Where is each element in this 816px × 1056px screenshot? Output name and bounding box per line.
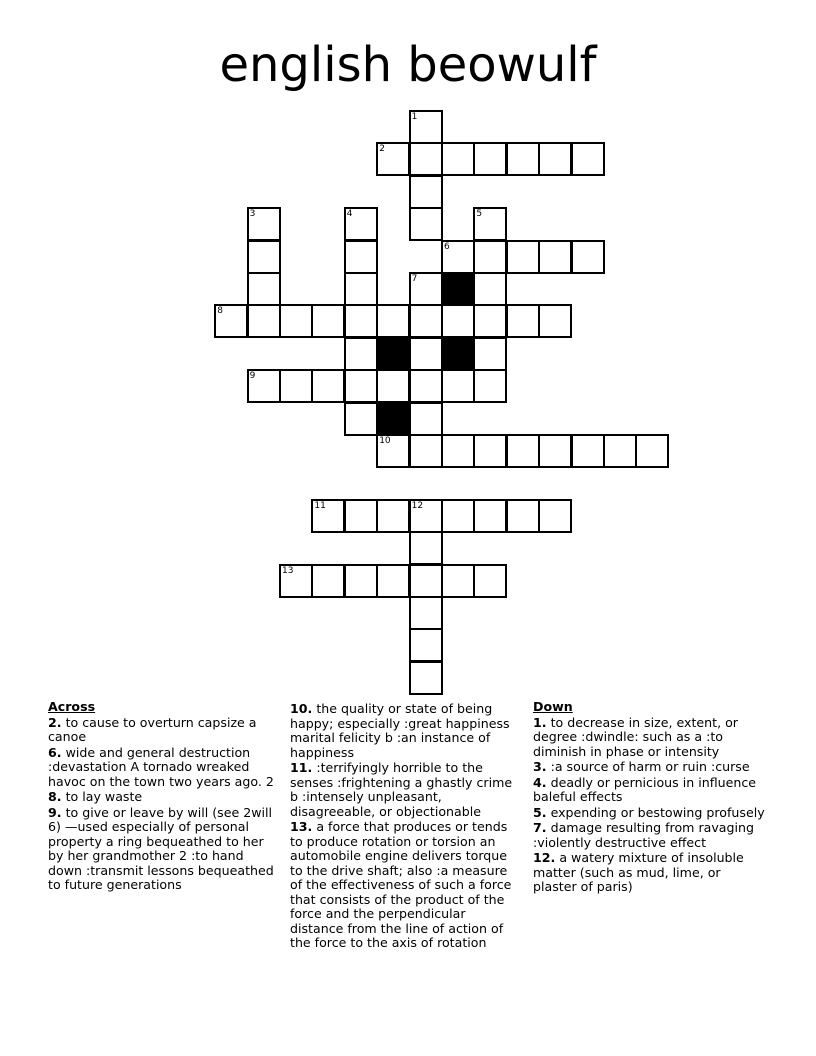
cell-number: 11 bbox=[314, 500, 326, 511]
grid-cell[interactable] bbox=[376, 564, 410, 598]
grid-cell[interactable] bbox=[344, 240, 378, 274]
grid-cell[interactable] bbox=[247, 240, 281, 274]
clue-text: to decrease in size, extent, or degree :dwindle: such as a :to diminish in phase or intensity bbox=[533, 714, 738, 759]
clue-text: the quality or state of being happy; especially :great happiness marital felicity b :an instance of happiness bbox=[290, 701, 510, 760]
grid-cell[interactable] bbox=[473, 369, 507, 403]
grid-cell[interactable] bbox=[409, 531, 443, 565]
grid-cell[interactable] bbox=[441, 304, 475, 338]
grid-cell[interactable] bbox=[279, 369, 313, 403]
grid-cell[interactable] bbox=[311, 499, 345, 533]
grid-cell[interactable] bbox=[506, 240, 540, 274]
grid-cell[interactable] bbox=[279, 564, 313, 598]
clue-text: a watery mixture of insoluble matter (such as mud, lime, or plaster of paris) bbox=[533, 850, 744, 894]
clue-text: wide and general destruction :devastation A tornado wreaked havoc on the town two years ago. 2 bbox=[48, 744, 274, 789]
grid-cell[interactable] bbox=[538, 304, 572, 338]
black-square bbox=[376, 337, 410, 371]
grid-cell[interactable] bbox=[409, 272, 443, 306]
grid-cell[interactable] bbox=[409, 369, 443, 403]
grid-cell[interactable] bbox=[441, 240, 475, 274]
grid-cell[interactable] bbox=[247, 207, 281, 241]
grid-cell[interactable] bbox=[409, 304, 443, 338]
clue-text: expending or bestowing profusely bbox=[550, 804, 765, 820]
cell-number: 6 bbox=[444, 241, 450, 252]
cell-number: 12 bbox=[411, 500, 424, 511]
clues-column-1 bbox=[48, 700, 280, 894]
across-clue bbox=[48, 790, 280, 805]
grid-cell[interactable] bbox=[376, 434, 410, 468]
grid-cell[interactable] bbox=[311, 564, 345, 598]
cell-number: 1 bbox=[411, 112, 418, 122]
down-clue bbox=[533, 760, 765, 775]
clue-text: to cause to overturn capsize a canoe bbox=[48, 714, 257, 744]
grid-cell[interactable] bbox=[441, 434, 475, 468]
cell-number: 7 bbox=[411, 274, 418, 284]
down-clue bbox=[533, 821, 765, 850]
clues-column-2 bbox=[290, 702, 522, 952]
grid-cell[interactable] bbox=[376, 369, 410, 403]
cell-number: 13 bbox=[282, 565, 294, 576]
grid-cell[interactable] bbox=[409, 110, 443, 144]
grid-cell[interactable] bbox=[409, 661, 443, 695]
grid-cell[interactable] bbox=[441, 564, 475, 598]
across-heading: Across bbox=[48, 699, 96, 714]
clue-text: :terrifyingly horrible to the senses :frightening a ghastly crime b :intensely unpleasant, disagreeable, or objectionable bbox=[290, 760, 513, 819]
grid-cell[interactable] bbox=[409, 337, 443, 371]
across-clue bbox=[290, 820, 522, 951]
across-clue bbox=[290, 702, 522, 760]
clue-number: 6. bbox=[48, 744, 62, 760]
clue-number: 5. bbox=[533, 804, 547, 820]
grid-cell[interactable] bbox=[247, 272, 281, 306]
grid-cell[interactable] bbox=[344, 564, 378, 598]
clue-text: :a source of harm or ruin :curse bbox=[550, 759, 750, 774]
grid-cell[interactable] bbox=[409, 142, 443, 176]
clue-text: to lay waste bbox=[65, 789, 143, 804]
grid-cell[interactable] bbox=[376, 142, 410, 176]
across-clue bbox=[290, 761, 522, 819]
clue-number: 4. bbox=[533, 774, 547, 790]
grid-cell[interactable] bbox=[344, 499, 378, 533]
grid-cell[interactable] bbox=[247, 369, 281, 403]
clues-column-3 bbox=[533, 700, 765, 896]
cell-number: 8 bbox=[217, 306, 223, 317]
grid-cell[interactable] bbox=[409, 564, 443, 598]
grid-cell[interactable] bbox=[311, 369, 345, 403]
grid-cell[interactable] bbox=[571, 240, 605, 274]
grid-cell[interactable] bbox=[311, 304, 345, 338]
grid-cell[interactable] bbox=[409, 434, 443, 468]
cell-number: 9 bbox=[249, 371, 256, 382]
grid-cell[interactable] bbox=[409, 175, 443, 209]
grid-cell[interactable] bbox=[344, 304, 378, 338]
grid-cell[interactable] bbox=[344, 207, 378, 241]
clue-number: 9. bbox=[48, 804, 62, 820]
grid-cell[interactable] bbox=[603, 434, 637, 468]
grid-cell[interactable] bbox=[409, 596, 443, 630]
grid-cell[interactable] bbox=[279, 304, 313, 338]
grid-cell[interactable] bbox=[376, 304, 410, 338]
grid-cell[interactable] bbox=[409, 628, 443, 662]
grid-cell[interactable] bbox=[214, 304, 248, 338]
grid-cell[interactable] bbox=[247, 304, 281, 338]
puzzle-title: english beowulf bbox=[219, 37, 597, 93]
down-clue bbox=[533, 776, 765, 805]
grid-cell[interactable] bbox=[473, 207, 507, 241]
clue-text: deadly or pernicious in influence baleful effects bbox=[533, 774, 757, 804]
clue-text: to give or leave by will (see 2will 6) —used especially of personal property a ring bequeathed to her by her grandmother 2 :to hand down :transmit lessons bequeathed to future generations bbox=[48, 804, 274, 892]
clue-number: 12. bbox=[533, 850, 556, 865]
grid-cell[interactable] bbox=[473, 337, 507, 371]
cell-number: 2 bbox=[379, 144, 385, 155]
grid-cell[interactable] bbox=[473, 434, 507, 468]
clue-number: 2. bbox=[48, 714, 62, 730]
grid-cell[interactable] bbox=[409, 499, 443, 533]
grid-cell[interactable] bbox=[409, 402, 443, 436]
grid-cell[interactable] bbox=[506, 499, 540, 533]
grid-cell[interactable] bbox=[473, 142, 507, 176]
grid-cell[interactable] bbox=[506, 304, 540, 338]
cell-number: 10 bbox=[379, 436, 391, 446]
clue-number: 7. bbox=[533, 820, 547, 835]
grid-cell[interactable] bbox=[538, 499, 572, 533]
grid-cell[interactable] bbox=[473, 240, 507, 274]
black-square bbox=[441, 337, 475, 371]
grid-cell[interactable] bbox=[506, 434, 540, 468]
grid-cell[interactable] bbox=[344, 337, 378, 371]
grid-cell[interactable] bbox=[409, 207, 443, 241]
down-clue bbox=[533, 851, 765, 895]
grid-cell[interactable] bbox=[441, 499, 475, 533]
grid-cell[interactable] bbox=[635, 434, 669, 468]
grid-cell[interactable] bbox=[571, 142, 605, 176]
black-square bbox=[441, 272, 475, 306]
cell-number: 5 bbox=[476, 209, 483, 220]
grid-cell[interactable] bbox=[473, 272, 507, 306]
across-clue bbox=[48, 746, 280, 790]
clue-number: 11. bbox=[290, 760, 313, 775]
clue-text: a force that produces or tends to produce rotation or torsion an automobile engine delivers torque to the drive shaft; also :a measure of the effectiveness of such a force that consists of the product of the force and the perpendicular distance from the line of action of the force to the axis of rotation bbox=[290, 819, 512, 950]
grid-cell[interactable] bbox=[538, 240, 572, 274]
grid-cell[interactable] bbox=[344, 272, 378, 306]
cell-number: 3 bbox=[249, 209, 256, 220]
grid-cell[interactable] bbox=[344, 369, 378, 403]
grid-cell[interactable] bbox=[506, 142, 540, 176]
clue-number: 13. bbox=[290, 819, 313, 834]
grid-cell[interactable] bbox=[571, 434, 605, 468]
clue-number: 1. bbox=[533, 714, 547, 730]
down-clue bbox=[533, 806, 765, 821]
across-clue bbox=[48, 806, 280, 893]
grid-cell[interactable] bbox=[441, 142, 475, 176]
grid-cell[interactable] bbox=[376, 499, 410, 533]
grid-cell[interactable] bbox=[538, 142, 572, 176]
grid-cell[interactable] bbox=[344, 402, 378, 436]
grid-cell[interactable] bbox=[473, 564, 507, 598]
clue-number: 3. bbox=[533, 759, 547, 774]
clue-number: 10. bbox=[290, 701, 313, 716]
black-square bbox=[376, 402, 410, 436]
clue-number: 8. bbox=[48, 789, 62, 804]
grid-cell[interactable] bbox=[441, 369, 475, 403]
grid-cell[interactable] bbox=[473, 499, 507, 533]
cell-number: 4 bbox=[346, 209, 353, 220]
down-clue bbox=[533, 716, 765, 760]
clue-text: damage resulting from ravaging :violently destructive effect bbox=[533, 820, 754, 850]
across-clue bbox=[48, 716, 280, 745]
grid-cell[interactable] bbox=[473, 304, 507, 338]
grid-cell[interactable] bbox=[538, 434, 572, 468]
down-heading: Down bbox=[533, 699, 573, 714]
